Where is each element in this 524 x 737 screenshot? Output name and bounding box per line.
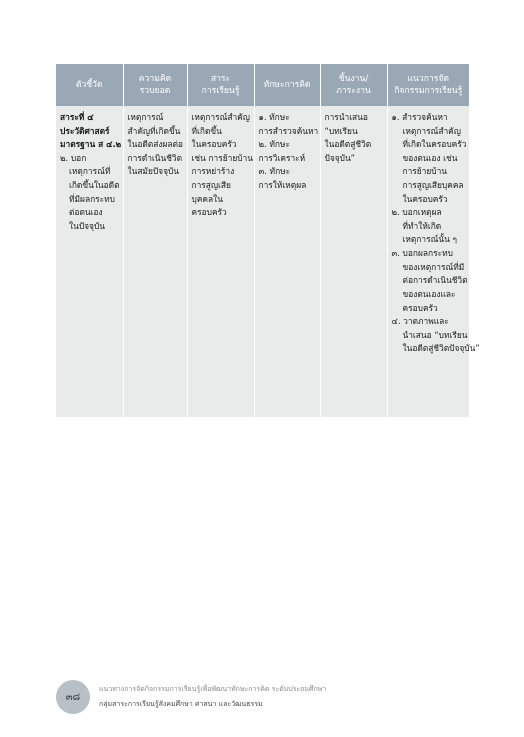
content-text: การสูญเสีย: [191, 180, 231, 191]
activity-text: ของตนเอง เช่น: [402, 152, 458, 163]
content-text: เช่น การย้ายบ้าน: [191, 152, 253, 163]
table-row: [56, 106, 469, 417]
header-indicator: [56, 64, 123, 106]
cell-content: [187, 106, 254, 417]
activity-text: ๑. สำรวจค้นหา: [391, 112, 448, 122]
activity-text: ในอดีตสู่ชีวิตปัจจุบัน”: [402, 343, 480, 354]
header-text: การเรียนรู้: [201, 86, 240, 96]
strand-label: สาระที่ ๔: [60, 112, 94, 122]
concept-text: ในสมัยปัจจุบัน: [127, 166, 180, 177]
header-thinking-skills: [254, 64, 320, 106]
indicator-number: ๒. บอก: [60, 152, 87, 163]
cell-activities: [387, 106, 480, 417]
activity-text: ในครอบครัว: [402, 193, 448, 204]
activity-text: ของเหตุการณ์ที่มี: [402, 261, 465, 272]
header-text: ทักษะการคิด: [263, 79, 311, 90]
cell-indicator: [56, 106, 123, 417]
activity-text: การสูญเสียบุคคล: [402, 180, 464, 191]
concept-text: สำคัญที่เกิดขึ้น: [127, 125, 181, 136]
content-text: เหตุการณ์สำคัญ: [191, 112, 250, 122]
activity-text: ครอบครัว: [402, 302, 438, 313]
activity-text: การย้ายบ้าน: [402, 166, 448, 177]
footer-subject-group: กลุ่มสาระการเรียนรู้สังคมศึกษา ศาสนา และวัฒนธรรม: [99, 700, 263, 708]
header-text: กิจกรรมการเรียนรู้: [394, 86, 463, 96]
content-text: การหย่าร้าง: [191, 166, 235, 177]
activity-text: ๓. บอกผลกระทบ: [391, 248, 453, 259]
header-text: ตัวชี้วัด: [75, 79, 103, 90]
concept-text: เหตุการณ์: [127, 112, 164, 122]
concept-text: การดำเนินชีวิต: [127, 152, 183, 163]
cell-workpiece: [320, 106, 387, 417]
header-workpiece: [320, 64, 387, 106]
content-text: ในครอบครัว: [191, 139, 237, 150]
header-content: [187, 64, 254, 106]
activity-text: ๒. บอกเหตุผล: [391, 207, 442, 218]
activity-text: ๔. วาดภาพและ: [391, 316, 449, 327]
skill-text: ๓. ทักษะ: [258, 166, 291, 177]
indicator-text: เกิดขึ้นในอดีต: [69, 180, 120, 191]
skill-text: การให้เหตุผล: [258, 180, 307, 191]
activity-text: เหตุการณ์นั้น ๆ: [402, 234, 457, 245]
curriculum-table: [56, 64, 480, 417]
skill-text: ๒. ทักษะ: [258, 139, 290, 150]
skill-text: การวิเคราะห์: [258, 152, 306, 163]
skill-text: ๑. ทักษะ: [258, 112, 290, 122]
cell-thinking-skills: [254, 106, 320, 417]
activity-text: ที่ทำให้เกิด: [402, 220, 442, 231]
skill-text: การสำรวจค้นหา: [258, 125, 319, 136]
header-text: แนวการจัด: [407, 73, 449, 84]
workpiece-text: ในอดีตสู่ชีวิต: [324, 139, 372, 150]
activity-text: ต่อการดำเนินชีวิต: [402, 275, 468, 286]
header-activities: [387, 64, 469, 106]
header-text: ความคิด: [138, 73, 172, 84]
header-concept: [123, 64, 187, 106]
strand-subject: ประวัติศาสตร์: [60, 125, 110, 136]
workpiece-text: การนำเสนอ: [324, 112, 368, 122]
header-text: ชิ้นงาน/: [338, 73, 369, 84]
indicator-text: ที่มีผลกระทบ: [69, 193, 115, 204]
content-text: บุคคลใน: [191, 193, 223, 204]
workpiece-text: “บทเรียน: [324, 125, 358, 136]
content-text: ครอบครัว: [191, 207, 227, 218]
standard-label: มาตรฐาน ส ๔.๒: [60, 139, 122, 150]
header-text: สาระ: [210, 73, 231, 84]
page-number: ๓๘: [65, 691, 81, 703]
activity-text: ของตนเองและ: [402, 288, 456, 299]
header-text: ภาระงาน: [336, 86, 371, 96]
concept-text: ในอดีตส่งผลต่อ: [127, 139, 183, 150]
content-text: ที่เกิดขึ้น: [191, 125, 222, 136]
footer-book-title: แนวทางการจัดกิจกรรมการเรียนรู้เพื่อพัฒนาทักษะการคิด ระดับประถมศึกษา: [99, 685, 327, 693]
activity-text: ที่เกิดในครอบครัว: [402, 139, 467, 150]
activity-text: นำเสนอ “บทเรียน: [402, 329, 468, 340]
cell-concept: [123, 106, 187, 417]
header-text: รวบยอด: [139, 86, 171, 96]
indicator-text: ในปัจจุบัน: [69, 220, 105, 231]
table-header-row: [56, 64, 469, 106]
indicator-text: ต่อตนเอง: [69, 207, 103, 218]
activity-text: เหตุการณ์สำคัญ: [402, 125, 461, 136]
page-number-badge: [56, 680, 90, 714]
workpiece-text: ปัจจุบัน”: [324, 152, 356, 163]
indicator-text: เหตุการณ์ที่: [69, 166, 111, 177]
